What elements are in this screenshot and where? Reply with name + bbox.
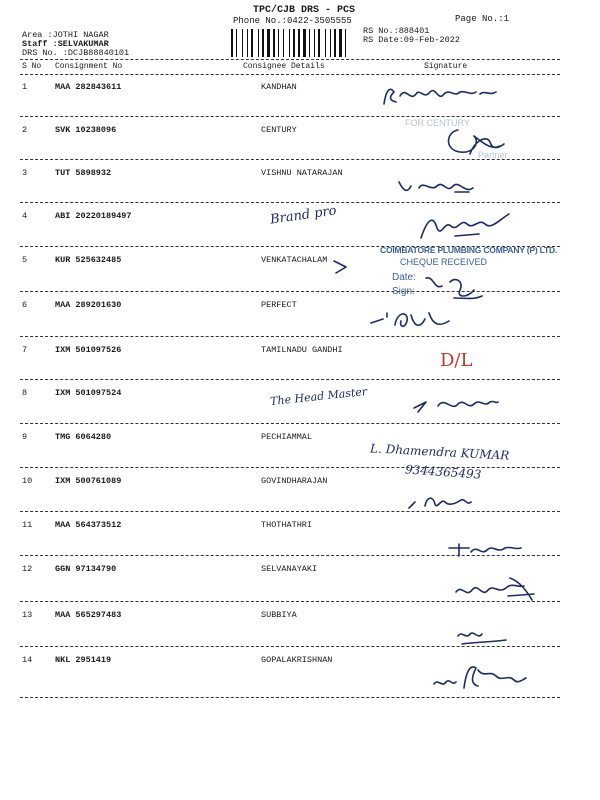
row-consignee: KANDHAN (261, 82, 297, 92)
row-sno: 5 (22, 255, 28, 265)
row-divider (20, 116, 560, 117)
row-sno: 9 (22, 432, 28, 442)
table-row (0, 168, 600, 188)
signature-scribble (450, 574, 540, 604)
row-divider (20, 336, 560, 337)
signature-scribble (445, 538, 525, 560)
table-row (0, 476, 600, 496)
row-consignee: SELVANAYAKI (261, 564, 318, 574)
signature-scribble (420, 272, 490, 304)
handwritten-name: L. Dhamendra KUMAR (369, 441, 510, 463)
row-sno: 6 (22, 300, 28, 310)
handwritten-dl: D/L (440, 350, 473, 371)
row-sno: 12 (22, 564, 33, 574)
row-consignee: VENKATACHALAM (261, 255, 328, 265)
row-consignee: PERFECT (261, 300, 297, 310)
row-divider (20, 202, 560, 203)
row-consignee: GOVINDHARAJAN (261, 476, 328, 486)
show-through-text: Partner (478, 150, 508, 160)
table-row (0, 125, 600, 145)
rs-number: RS No.:888401 (363, 26, 430, 36)
table-row (0, 520, 600, 540)
stamp-received: CHEQUE RECEIVED (400, 257, 488, 267)
row-consignment: IXM 500761089 (55, 476, 122, 486)
stamp-date-label: Date: (392, 272, 416, 283)
handwritten-note: The Head Master (269, 384, 368, 409)
row-sno: 10 (22, 476, 33, 486)
row-consignment: MAA 564373512 (55, 520, 122, 530)
barcode (231, 29, 356, 57)
page-number: Page No.:1 (455, 14, 510, 24)
table-row (0, 345, 600, 365)
row-consignee: PECHIAMMAL (261, 432, 313, 442)
row-consignment: KUR 525632485 (55, 255, 122, 265)
row-sno: 2 (22, 125, 28, 135)
row-divider (20, 423, 560, 424)
row-consignment: MAA 282843611 (55, 82, 122, 92)
signature-scribble (440, 124, 510, 158)
row-consignee: VISHNU NATARAJAN (261, 168, 343, 178)
area-label: Area :JOTHI NAGAR (22, 30, 109, 40)
signature-scribble (415, 208, 515, 244)
signature-scribble (405, 488, 475, 516)
stamp-sign-label: Sign: (392, 286, 415, 297)
phone-number: Phone No.:0422-3505555 (233, 16, 352, 26)
divider (20, 59, 560, 60)
row-divider (20, 511, 560, 512)
row-sno: 11 (22, 520, 33, 530)
signature-scribble (395, 172, 485, 202)
table-row (0, 432, 600, 452)
row-consignment: GGN 97134790 (55, 564, 117, 574)
row-sno: 4 (22, 211, 28, 221)
divider (20, 74, 560, 75)
row-sno: 1 (22, 82, 28, 92)
row-consignment: IXM 501097526 (55, 345, 122, 355)
staff-label: Staff :SELVAKUMAR (22, 39, 109, 49)
row-consignment: NKL 2951419 (55, 655, 112, 665)
column-header-consignee: Consignee Details (243, 62, 325, 71)
row-consignment: SVK 10238096 (55, 125, 117, 135)
row-consignment: TMG 6064280 (55, 432, 112, 442)
row-sno: 7 (22, 345, 28, 355)
row-consignee: TAMILNADU GANDHI (261, 345, 343, 355)
row-divider (20, 379, 560, 380)
row-consignee: THOTHATHRI (261, 520, 313, 530)
row-consignment: ABI 20220189497 (55, 211, 132, 221)
signature-scribble (430, 658, 530, 698)
signature-scribble (365, 305, 455, 335)
handwritten-note: Brand pro (269, 203, 338, 228)
signature-scribble (452, 624, 512, 648)
signature-scribble (410, 392, 500, 418)
row-sno: 8 (22, 388, 28, 398)
row-sno: 13 (22, 610, 33, 620)
table-row (0, 82, 600, 102)
row-consignment: MAA 565297483 (55, 610, 122, 620)
column-header-sno: S No (22, 62, 42, 71)
row-sno: 14 (22, 655, 33, 665)
handwritten-phone: 9344365493 (404, 462, 482, 482)
row-consignment: TUT 5898932 (55, 168, 112, 178)
stamp-company-name: COIMBATORE PLUMBING COMPANY (P) LTD. (380, 245, 558, 255)
column-header-signature: Signature (424, 62, 468, 71)
signature-scribble (380, 82, 500, 110)
signature-scribble (330, 255, 370, 275)
row-consignee: CENTURY (261, 125, 297, 135)
row-consignment: IXM 501097524 (55, 388, 122, 398)
rs-date: RS Date:09-Feb-2022 (363, 35, 460, 45)
document-title: TPC/CJB DRS - PCS (253, 5, 356, 16)
row-consignment: MAA 289201630 (55, 300, 122, 310)
show-through-text: FOR CENTURY (405, 118, 470, 128)
column-header-consignment: Consignment No (55, 62, 123, 71)
drs-number: DRS No. :DCJB88840101 (22, 48, 130, 58)
row-sno: 3 (22, 168, 28, 178)
row-consignee: SUBBIYA (261, 610, 297, 620)
row-consignee: GOPALAKRISHNAN (261, 655, 333, 665)
